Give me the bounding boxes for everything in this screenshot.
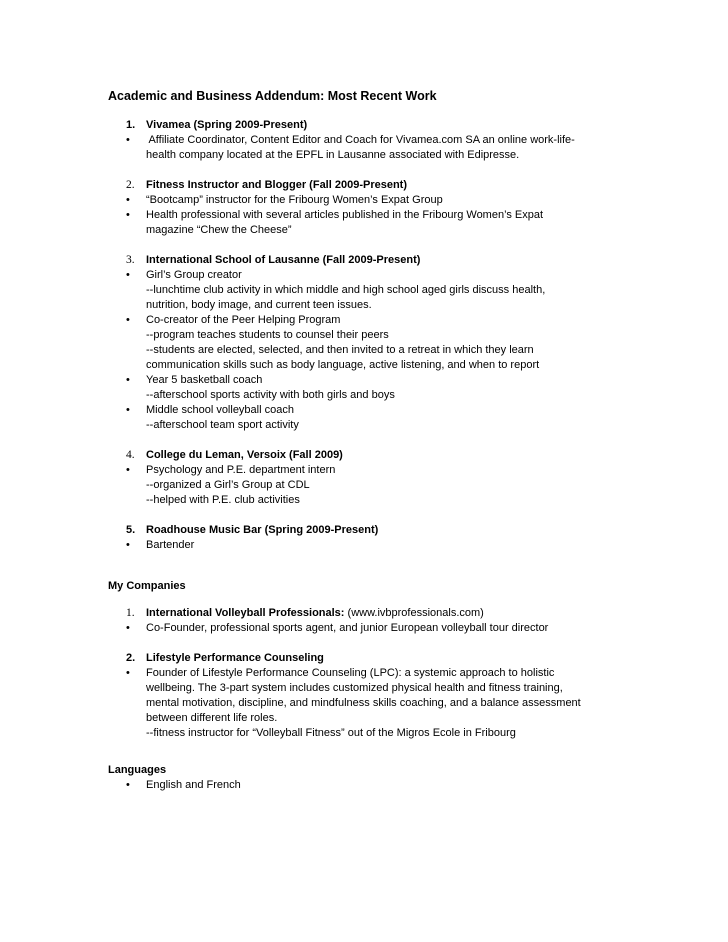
entry-heading: [146, 606, 628, 621]
companies-title: My Companies: [108, 580, 186, 592]
entry-heading-text: College du Leman, Versoix (Fall 2009): [146, 449, 343, 461]
bullet-item: [108, 268, 628, 283]
companies-section: [108, 606, 628, 741]
entry-heading-row: [108, 253, 628, 268]
entry-heading: [146, 118, 628, 133]
bullet-continuation: --organized a Girl’s Group at CDL: [146, 479, 310, 491]
bullet-icon: •: [126, 194, 130, 206]
bullet-icon: •: [126, 622, 130, 634]
entry-number: 3.: [126, 254, 135, 266]
entry-heading-row: [108, 523, 628, 538]
bullet-icon: •: [126, 314, 130, 326]
company-list: [108, 606, 628, 741]
bullet-continuation: nutrition, body image, and current teen issues.: [146, 299, 372, 311]
bullet-text: “Bootcamp” instructor for the Fribourg Women’s Expat Group: [146, 194, 443, 206]
bullet-continuation: --helped with P.E. club activities: [146, 494, 300, 506]
bullet-icon: •: [126, 539, 130, 551]
bullet-item: [108, 133, 628, 148]
bullet-continuation: health company located at the EPFL in Lausanne associated with Edipresse.: [146, 149, 520, 161]
bullet-text: Psychology and P.E. department intern: [146, 464, 336, 476]
bullet-continuation: --program teaches students to counsel their peers: [146, 329, 389, 341]
bullet-item: [108, 193, 628, 208]
bullet-icon: •: [126, 779, 130, 791]
entry-heading: [146, 178, 628, 193]
list-entry: [108, 118, 628, 163]
language-item: [108, 778, 628, 793]
document-page: [108, 88, 628, 793]
bullet-text: Girl’s Group creator: [146, 269, 242, 281]
bullet-text: Co-Founder, professional sports agent, and junior European volleyball tour director: [146, 622, 549, 634]
list-entry: [108, 448, 628, 508]
entry-number: 2.: [126, 652, 136, 664]
entry-heading-row: [108, 606, 628, 621]
languages-title: Languages: [108, 764, 167, 776]
entry-heading-row: [108, 651, 628, 666]
bullet-continuation: communication skills such as body language, active listening, and when to report: [146, 359, 540, 371]
bullet-text: Founder of Lifestyle Performance Counseling (LPC): a systemic approach to holistic: [146, 667, 555, 679]
bullet-item: [108, 621, 628, 636]
bullet-icon: •: [126, 667, 130, 679]
entry-number: 5.: [126, 524, 136, 536]
entry-heading-row: [108, 178, 628, 193]
bullet-text: Year 5 basketball coach: [146, 374, 263, 386]
bullet-continuation: wellbeing. The 3-part system includes customized physical health and fitness training,: [146, 682, 563, 694]
entry-number: 1.: [126, 119, 136, 131]
entry-heading-text: Lifestyle Performance Counseling: [146, 652, 324, 664]
entry-number: 4.: [126, 449, 135, 461]
bullet-item: [108, 208, 628, 223]
bullet-icon: •: [126, 134, 130, 146]
entry-heading-row: [108, 448, 628, 463]
list-entry: [108, 651, 628, 741]
bullet-continuation: --fitness instructor for “Volleyball Fitness” out of the Migros Ecole in Fribourg: [146, 727, 516, 739]
entry-number: 1.: [126, 607, 135, 619]
work-list: [108, 118, 628, 553]
entry-heading-text: International Volleyball Professionals:: [146, 607, 345, 619]
bullet-icon: •: [126, 269, 130, 281]
list-entry: [108, 178, 628, 238]
bullet-item: [108, 666, 628, 681]
bullet-icon: •: [126, 464, 130, 476]
entry-heading-text: Fitness Instructor and Blogger (Fall 2009-Present): [146, 179, 408, 191]
bullet-item: [108, 313, 628, 328]
entry-heading-row: [108, 118, 628, 133]
bullet-item: [108, 403, 628, 418]
bullet-continuation: --afterschool team sport activity: [146, 419, 299, 431]
main-title: Academic and Business Addendum: Most Recent Work: [108, 89, 437, 103]
entry-number: 2.: [126, 179, 135, 191]
entry-heading-extra: (www.ivbprofessionals.com): [344, 607, 484, 619]
entry-heading: [146, 448, 628, 463]
bullet-item: [108, 463, 628, 478]
list-entry: [108, 253, 628, 433]
bullet-continuation: --students are elected, selected, and then invited to a retreat in which they learn: [146, 344, 534, 356]
bullet-continuation: magazine “Chew the Cheese”: [146, 224, 292, 236]
entry-heading-text: Roadhouse Music Bar (Spring 2009-Present): [146, 524, 379, 536]
bullet-continuation: mental motivation, discipline, and mindfulness skills coaching, and a balance assessment: [146, 697, 581, 709]
bullet-continuation: --afterschool sports activity with both girls and boys: [146, 389, 395, 401]
bullet-icon: •: [126, 374, 130, 386]
bullet-item: [108, 373, 628, 388]
bullet-icon: •: [126, 209, 130, 221]
bullet-text: Middle school volleyball coach: [146, 404, 294, 416]
bullet-text: Co-creator of the Peer Helping Program: [146, 314, 341, 326]
entry-heading-text: Vivamea (Spring 2009-Present): [146, 119, 308, 131]
entry-heading-text: International School of Lausanne (Fall 2009-Present): [146, 254, 421, 266]
list-entry: [108, 523, 628, 553]
bullet-continuation: between different life roles.: [146, 712, 278, 724]
entry-heading: [146, 523, 628, 538]
entry-heading: [146, 651, 628, 666]
bullet-continuation: --lunchtime club activity in which middle and high school aged girls discuss health,: [146, 284, 546, 296]
bullet-text: Affiliate Coordinator, Content Editor and Coach for Vivamea.com SA an online work-life-: [146, 134, 575, 146]
bullet-icon: •: [126, 404, 130, 416]
bullet-text: Bartender: [146, 539, 195, 551]
entry-heading: [146, 253, 628, 268]
language-list: [108, 778, 628, 793]
bullet-text: Health professional with several articles published in the Fribourg Women’s Expat: [146, 209, 544, 221]
language-text: English and French: [146, 779, 241, 791]
work-section: [108, 118, 628, 553]
bullet-item: [108, 538, 628, 553]
list-entry: [108, 606, 628, 636]
